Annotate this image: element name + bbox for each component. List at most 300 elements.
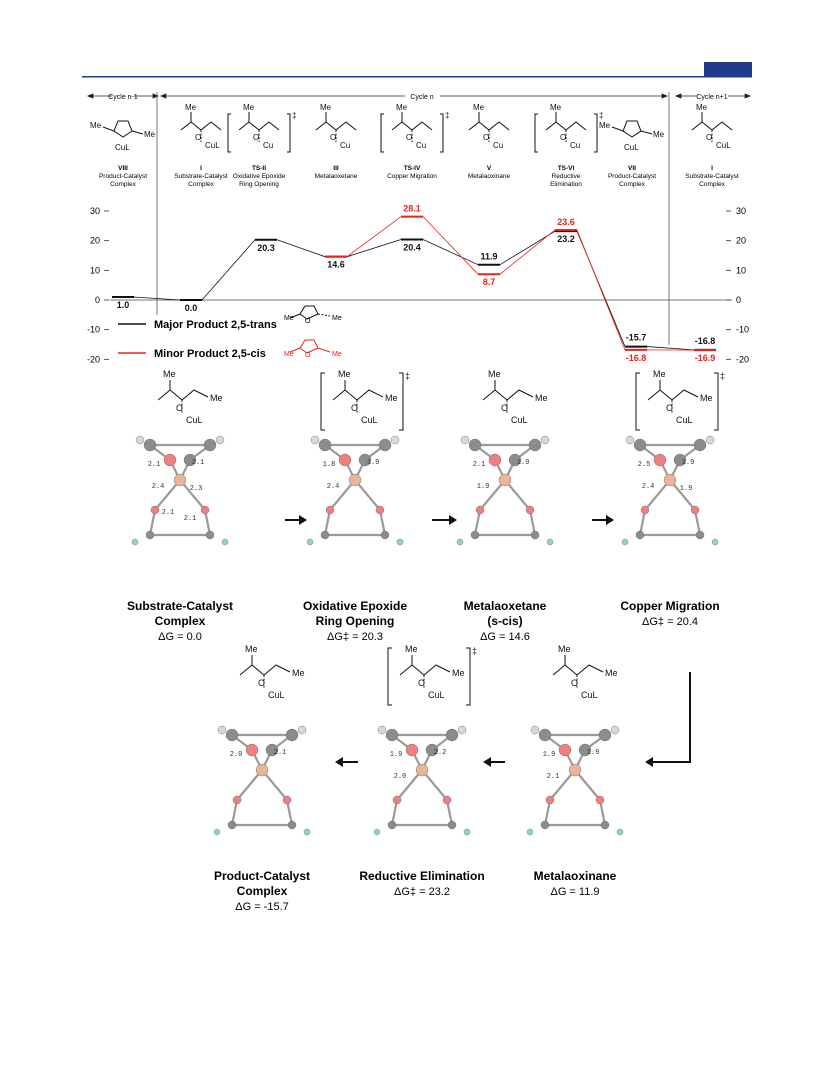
species-name-line2: Ring Opening [239,181,279,188]
bond-distance-label: 1.9 [679,485,693,493]
atom-ball [526,506,534,514]
atom-ball [319,439,331,451]
atom-o: O [483,133,490,142]
connector [277,240,325,257]
atom-ball [559,744,571,756]
atom-ball [393,796,401,804]
atom-ball [304,829,310,835]
atom-ball [596,796,604,804]
tick-label-right: 0 [736,295,742,305]
atom-o: O [195,133,202,142]
species-name-line2: Complex [188,181,214,188]
atom-me: Me [473,103,485,112]
atom-ball [706,436,714,444]
connector [347,239,401,256]
atom-ball [531,726,539,734]
species-id: TS-VI [557,165,575,172]
atom-me: Me [245,644,258,654]
species-name-line1: Copper Migration [387,173,437,180]
atom-cul: CuL [361,415,378,425]
step-title: Reductive Elimination [359,869,485,883]
bond-distance-label: 2.1 [161,509,175,517]
atom-ball [691,506,699,514]
atom-ball [694,439,706,451]
bond-distance-label: 2.4 [641,483,655,491]
energy-diagram [87,204,749,365]
legend-trans-me-right: Me [332,315,342,322]
species-id: I [200,165,202,172]
header-species-0 [90,121,156,188]
atom-ball [288,821,296,829]
atom-ball [174,474,186,486]
atom-ball [476,506,484,514]
atom-ball [326,506,334,514]
connector [577,230,625,350]
atom-ball [204,439,216,451]
bond-distance-label: 2.1 [273,749,287,757]
atom-ball [256,764,268,776]
atom-ball [311,436,319,444]
tick-label-left: -10 [86,324,100,335]
atom-ball [641,506,649,514]
atom-me: Me [320,103,332,112]
tick-label-right: 30 [736,206,747,216]
atom-ball [636,531,644,539]
tick-label-left: -20 [86,354,100,365]
atom-me: Me [338,369,351,379]
atom-o: O [501,403,509,413]
step-title: Copper Migration [620,599,720,613]
atom-ball [376,506,384,514]
header-structures [90,103,739,188]
connector [423,217,478,275]
atom-cul: CuL [428,690,445,700]
tick-label-right: -10 [736,324,750,335]
atom-ball [547,539,553,545]
tick-label-right: -20 [736,354,750,365]
cycle-next-label: Cycle n+1 [696,94,728,101]
legend-trans-o: O [305,318,311,325]
step-skeleton [158,369,223,425]
mechanism-step-2 [457,369,553,643]
atom-o: O [330,133,337,142]
atom-me: Me [90,121,102,130]
ball-and-stick-model [214,726,310,835]
top-rule [82,76,752,78]
atom-o: O [418,678,426,688]
atom-ball [233,796,241,804]
atom-ball [471,531,479,539]
bond-distance-label: 2.1 [183,515,197,523]
tick-label-left: 20 [89,235,100,246]
step-skeleton [483,369,548,425]
atom-cul: CuL [581,690,598,700]
atom-me: Me [405,644,418,654]
energy-value-label: 20.3 [257,242,275,253]
step-skeleton [321,369,410,430]
species-skeleton [181,103,221,150]
step-skeleton [240,644,305,700]
bond-distance-label: 1.9 [516,459,530,467]
energy-value-label: 0.0 [184,303,198,313]
atom-ball [226,729,238,741]
mechanism-step-4 [527,644,623,898]
atom-ball [546,796,554,804]
header-species-7 [599,121,665,188]
legend-major-label: Major Product 2,5-trans [154,319,277,331]
atom-me: Me [653,130,665,139]
energy-axes [86,203,750,365]
atom-me: Me [243,103,255,112]
species-skeleton [316,103,356,150]
bond-distance-label: 2.1 [147,461,161,469]
species-id: V [486,165,492,172]
atom-cu: Cu [416,141,427,150]
atom-cu: Cu [493,141,504,150]
energy-value-label: -16.8 [694,335,716,346]
energy-value-label: -16.8 [625,352,647,363]
atom-ball [406,744,418,756]
atom-ball [531,531,539,539]
atom-ball [378,726,386,734]
atom-me: Me [144,130,156,139]
atom-me: Me [605,668,618,678]
legend-trans-me-left: Me [284,315,294,322]
energy-value-label: 23.2 [557,234,575,245]
species-skeleton [381,103,449,152]
atom-o: O [406,133,413,142]
bond-distance-label: 2.4 [151,483,165,491]
atom-o: O [253,133,260,142]
atom-ball [286,729,298,741]
ball-and-stick-model [527,726,623,835]
tick-label-left: 0 [94,295,100,305]
tick-label-left: 10 [89,265,100,276]
atom-cu: Cu [570,141,581,150]
bond-distance-label: 2.0 [229,751,243,759]
atom-ball [696,531,704,539]
ball-and-stick-model [132,436,228,545]
bond-distance-label: 2.1 [546,773,560,781]
header-species-3 [315,103,358,180]
atom-o: O [351,403,359,413]
step-subtitle: Complex [236,884,288,898]
atom-me: Me [653,369,666,379]
atom-ball [541,436,549,444]
atom-ball [349,474,361,486]
step-subtitle: (s-cis) [487,614,523,628]
species-id: VIII [118,165,128,172]
atom-ball [601,821,609,829]
atom-ball [391,436,399,444]
atom-ball [298,726,306,734]
atom-cu: Cu [340,141,351,150]
accent-badge [704,62,752,77]
legend-cis-o: O [305,352,311,359]
atom-cul: CuL [115,143,130,152]
atom-me: Me [488,369,501,379]
atom-ball [617,829,623,835]
step-skeleton [553,644,618,700]
step-energy: ΔG = 14.6 [480,631,530,643]
species-id: III [333,165,339,172]
atom-ball [446,729,458,741]
atom-ball [634,439,646,451]
species-name-line2: Complex [699,181,725,188]
species-id: TS-II [251,165,267,172]
ball-and-stick-model [457,436,553,545]
energy-labels [117,204,716,363]
energy-value-label: 11.9 [480,251,498,262]
species-skeleton [535,103,603,152]
energy-value-label: 20.4 [403,242,421,253]
header-species-5 [468,103,511,180]
atom-ball [379,439,391,451]
ts-dagger: ‡ [405,371,411,381]
species-skeleton [228,103,296,152]
atom-ball [457,539,463,545]
species-name-line1: Substrate-Catalyst [174,173,228,180]
atom-o: O [666,403,674,413]
connector [647,347,694,350]
bond-distance-label: 1.9 [366,459,380,467]
step-subtitle: Ring Opening [315,614,395,628]
atom-ball [539,729,551,741]
atom-ball [461,436,469,444]
atom-me: Me [550,103,562,112]
atom-ball [201,506,209,514]
step-skeleton [636,369,725,430]
atom-ball [381,531,389,539]
species-skeleton [469,103,509,150]
bond-distance-label: 1.9 [389,751,403,759]
atom-ball [214,829,220,835]
atom-ball [246,744,258,756]
mechanism-step-5 [359,644,484,898]
species-name-line1: Product-Catalyst [98,173,148,180]
atom-ball [222,539,228,545]
atom-ball [283,796,291,804]
atom-me: Me [558,644,571,654]
species-name-line1: Metalaoxinane [467,173,511,180]
ts-dagger: ‡ [445,111,450,120]
atom-ball [448,821,456,829]
legend [118,306,342,360]
atom-o: O [571,678,579,688]
atom-ball [458,726,466,734]
atom-ball [611,726,619,734]
atom-me: Me [696,103,708,112]
bond-distance-label: 2.4 [326,483,340,491]
bond-distance-label: 1.9 [586,749,600,757]
legend-cis-me-right: Me [332,351,342,358]
atom-ball [307,539,313,545]
bond-distance-label: 2.0 [393,773,407,781]
ball-and-stick-model [307,436,403,545]
atom-ball [136,436,144,444]
species-name-line2: Elimination [550,181,582,188]
bond-distance-label: 2.3 [189,485,203,493]
step-subtitle: Complex [154,614,206,628]
atom-me: Me [163,369,176,379]
bond-distance-label: 1.9 [542,751,556,759]
bond-distance-label: 1.8 [322,461,336,469]
bond-distance-label: 2.1 [191,459,205,467]
atom-o: O [706,133,713,142]
mechanism-step-6 [214,644,310,913]
ts-dagger: ‡ [472,646,478,656]
species-id: I [711,165,713,172]
atom-ball [388,821,396,829]
atom-ball [416,764,428,776]
atom-ball [397,539,403,545]
tick-label-right: 20 [736,235,747,246]
energy-value-label: -15.7 [625,332,647,343]
header-species-8 [685,103,739,188]
bond-distance-label: 2.2 [433,749,447,757]
atom-ball [664,474,676,486]
step-title: Metalaoxetane [463,599,547,613]
atom-ball [228,821,236,829]
energy-value-label: 23.6 [557,216,575,227]
atom-ball [489,454,501,466]
species-id: VII [628,165,636,172]
atom-ball [541,821,549,829]
tick-label-left: 30 [89,206,100,216]
bond-distance-label: 2.5 [637,461,651,469]
atom-ball [499,474,511,486]
atom-ball [529,439,541,451]
atom-o: O [258,678,266,688]
atom-o: O [176,403,184,413]
atom-ball [321,531,329,539]
atom-me: Me [185,103,197,112]
atom-ball [527,829,533,835]
atom-me: Me [385,393,398,403]
legend-cis-me-left: Me [284,351,294,358]
species-skeleton [599,121,665,152]
header-species-6 [535,103,603,188]
atom-me: Me [700,393,713,403]
atom-me: Me [292,668,305,678]
atom-me: Me [210,393,223,403]
species-name-line1: Substrate-Catalyst [685,173,739,180]
atom-ball [144,439,156,451]
atom-me: Me [396,103,408,112]
step-title: Product-Catalyst [213,869,311,883]
mechanism-step-3 [620,369,725,628]
species-id: TS-IV [403,165,421,172]
species-skeleton [90,121,156,152]
step-energy: ΔG = 0.0 [158,631,202,643]
atom-ball [654,454,666,466]
atom-cu: Cu [263,141,274,150]
legend-minor-label: Minor Product 2,5-cis [154,348,266,360]
atom-ball [206,531,214,539]
energy-value-label: 28.1 [403,203,421,214]
atom-me: Me [599,121,611,130]
atom-me: Me [535,393,548,403]
atom-me: Me [452,668,465,678]
step-energy: ΔG‡ = 20.4 [642,616,698,628]
energy-value-label: 14.6 [327,259,345,270]
atom-ball [216,436,224,444]
bond-distance-label: 1.9 [681,459,695,467]
atom-cul: CuL [676,415,693,425]
atom-ball [443,796,451,804]
cycle-prev-label: Cycle n-1 [108,94,138,101]
connector [202,240,255,300]
atom-o: O [560,133,567,142]
species-name-line1: Metalaoxetane [314,173,358,180]
header-species-1 [174,103,228,188]
atom-ball [146,531,154,539]
energy-value-label: 1.0 [116,300,130,311]
step-energy: ΔG = -15.7 [235,901,289,913]
species-name-line1: Oxidative Epoxide [232,173,286,180]
ts-dagger: ‡ [720,371,726,381]
species-name-line1: Reductive [551,173,581,180]
step-title: Metalaoxinane [533,869,617,883]
atom-cul: CuL [268,690,285,700]
atom-ball [132,539,138,545]
step-energy: ΔG‡ = 20.3 [327,631,383,643]
atom-ball [151,506,159,514]
atom-cu: CuL [716,141,731,150]
atom-ball [469,439,481,451]
atom-ball [386,729,398,741]
bond-distance-label: 2.1 [472,461,486,469]
bond-distance-label: 1.9 [476,483,490,491]
atom-ball [712,539,718,545]
atom-ball [164,454,176,466]
header-species-4 [381,103,449,180]
step-skeleton [388,644,477,705]
mechanism-step-1 [303,369,410,643]
ts-dagger: ‡ [292,111,297,120]
atom-ball [569,764,581,776]
step-title: Oxidative Epoxide [302,599,408,613]
species-name-line1: Product-Catalyst [607,173,657,180]
species-name-line2: Complex [619,181,645,188]
connector [500,230,555,274]
atom-ball [626,436,634,444]
atom-cul: CuL [511,415,528,425]
species-skeleton [692,103,732,150]
connector [347,217,401,257]
step-energy: ΔG = 11.9 [550,886,600,898]
ts-dagger: ‡ [599,111,604,120]
header-species-2 [228,103,296,188]
atom-ball [622,539,628,545]
cycle-current-label: Cycle n [410,94,434,101]
energy-value-label: -16.9 [694,353,716,364]
step-energy: ΔG‡ = 23.2 [394,886,450,898]
atom-ball [464,829,470,835]
energy-value-label: 8.7 [482,277,496,288]
atom-cul: CuL [624,143,639,152]
atom-cul: CuL [186,415,203,425]
atom-ball [339,454,351,466]
tick-label-right: 10 [736,265,747,276]
atom-ball [599,729,611,741]
mechanism-step-0 [127,369,233,643]
ball-and-stick-model [622,436,718,545]
mechanism-panel [127,369,725,913]
species-name-line2: Complex [110,181,136,188]
ball-and-stick-model [374,726,470,835]
atom-ball [374,829,380,835]
